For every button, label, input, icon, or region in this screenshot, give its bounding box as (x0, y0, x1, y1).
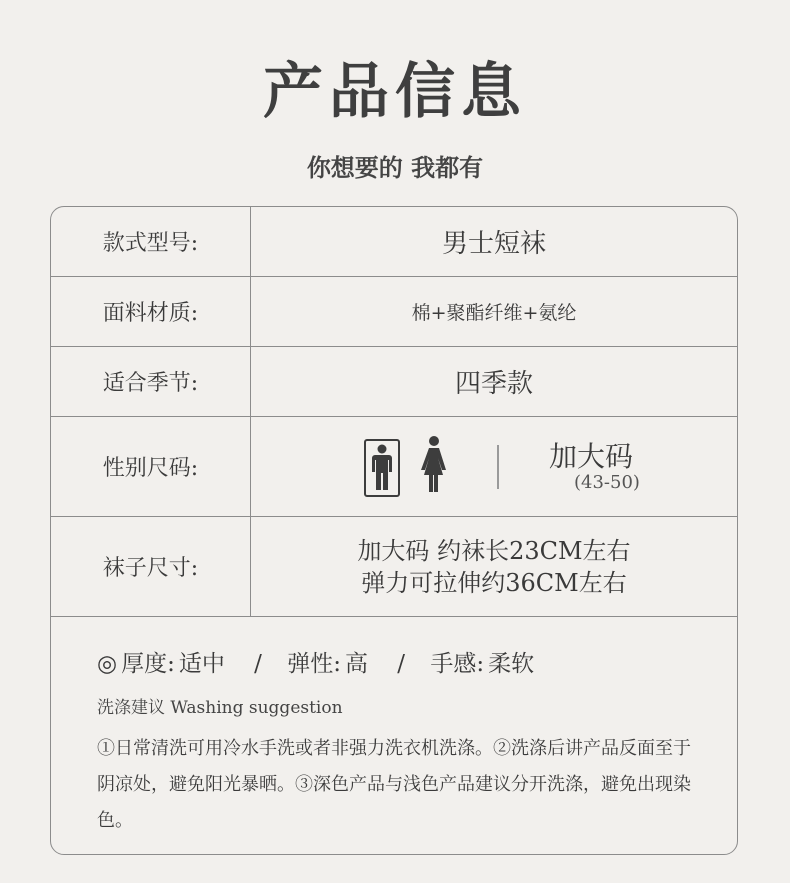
circle-bullet-icon: ◎ (97, 651, 118, 677)
sock-size-line-2: 弹力可拉伸约36CM左右 (361, 568, 627, 597)
row-label: 袜子尺寸: (51, 517, 251, 616)
elasticity-value: 高 (344, 651, 368, 677)
row-material (51, 277, 737, 347)
row-value: 四季款 (454, 369, 533, 399)
thickness-value: 适中 (178, 651, 225, 677)
feel-value: 柔软 (488, 651, 535, 677)
row-gender-size (51, 417, 737, 517)
page-title: 产品信息 (263, 57, 527, 127)
row-value: 男士短袜 (441, 229, 546, 259)
row-label: 款式型号: (51, 207, 251, 276)
row-label: 适合季节: (51, 347, 251, 416)
properties-line (97, 645, 538, 678)
row-label: 性别尺码: (51, 417, 251, 516)
male-icon (364, 439, 400, 497)
gender-size-value (251, 417, 737, 516)
feel-label: 手感: (430, 651, 485, 677)
female-icon (420, 435, 448, 500)
washing-title: 洗涤建议 Washing suggestion (97, 698, 343, 718)
row-style (51, 207, 737, 277)
thickness-label: 厚度: (121, 651, 175, 677)
page-subtitle: 你想要的 我都有 (306, 153, 484, 182)
row-value: 棉+聚酯纤维+氨纶 (411, 302, 577, 324)
elasticity-label: 弹性: (287, 651, 341, 677)
separator: / (254, 651, 262, 677)
row-label: 面料材质: (51, 277, 251, 346)
gender-icons (364, 435, 448, 500)
sock-size-value (251, 517, 737, 616)
product-info-card (50, 206, 738, 855)
separator: / (397, 651, 406, 677)
row-season (51, 347, 737, 417)
size-label: 加大码 (549, 440, 634, 473)
washing-text: ①日常清洗可用冷水手洗或者非强力洗衣机洗涤。②洗涤后讲产品反面至于阴凉处，避免阳光暴晒。③深色产品与浅色产品建议分开洗涤，避免出现染色。 (97, 738, 691, 831)
row-sock-size (51, 517, 737, 617)
divider (497, 445, 499, 489)
sock-size-line-1: 加大码 约袜长23CM左右 (357, 536, 631, 565)
size-range: (43-50) (574, 472, 640, 493)
details-section (51, 617, 737, 855)
